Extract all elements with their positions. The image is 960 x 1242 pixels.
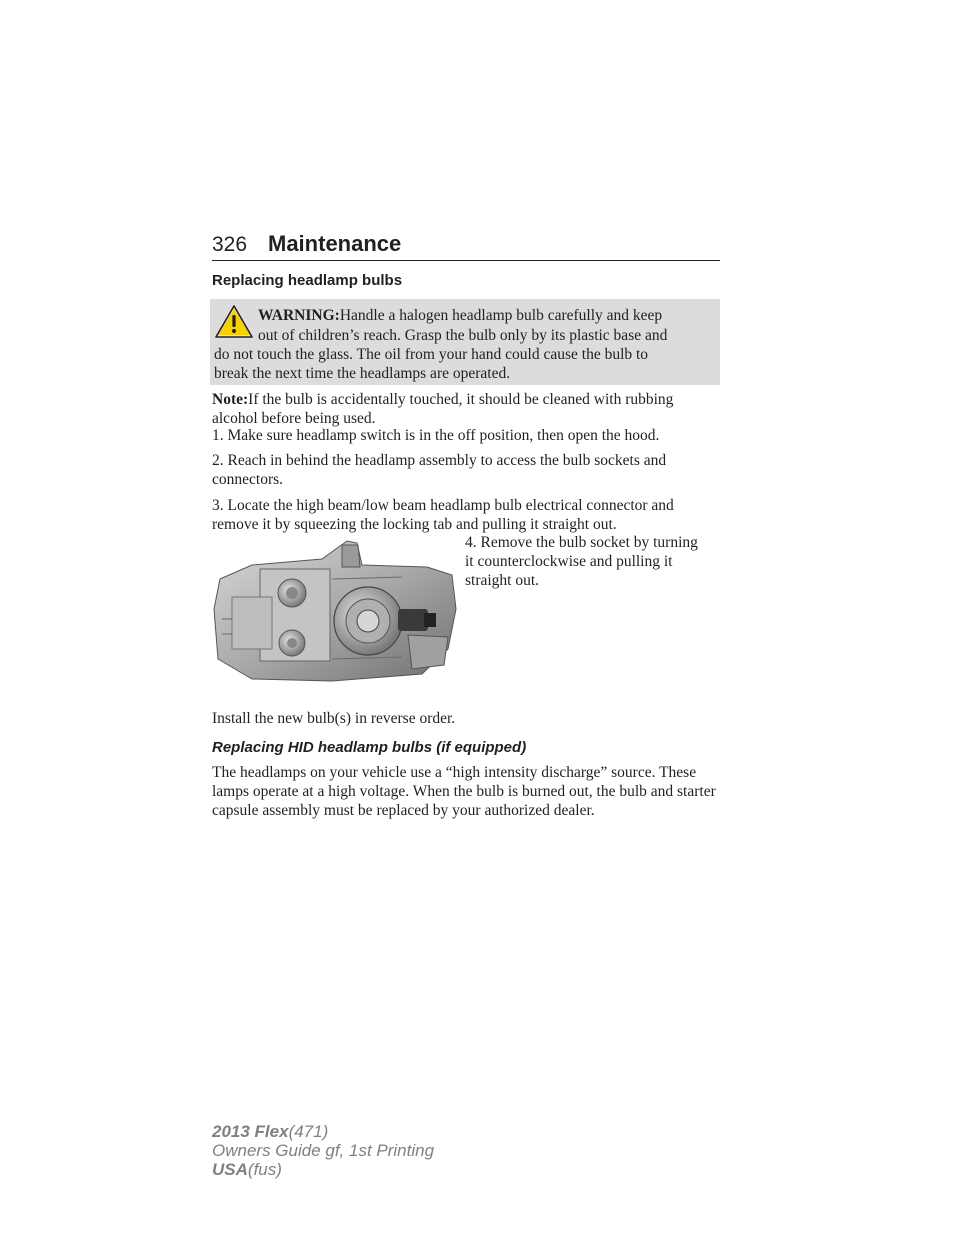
step-2: 2. Reach in behind the headlamp assembly to access the bulb sockets and connectors. xyxy=(212,452,667,488)
note-text: If the bulb is accidentally touched, it should be cleaned with rubbing alcohol before being used. xyxy=(212,391,674,427)
section-heading: Replacing headlamp bulbs xyxy=(212,272,403,289)
warning-line-1: WARNING:Handle a halogen headlamp bulb carefully and keep xyxy=(258,307,663,324)
warning-line-2: out of children’s reach. Grasp the bulb only by its plastic base and xyxy=(258,327,668,344)
install-text: Install the new bulb(s) in reverse order. xyxy=(212,710,456,727)
page-number: 326 xyxy=(212,233,248,256)
footer-line-3: USA(fus) xyxy=(212,1160,282,1179)
note-label: Note: xyxy=(212,391,249,408)
warning-label: WARNING: xyxy=(258,307,340,324)
warning-triangle-icon xyxy=(214,304,254,340)
step-3: 3. Locate the high beam/low beam headlamp bulb electrical connector and remove it by squeezing the locking tab and pulling it straight out. xyxy=(212,497,674,533)
step-4: 4. Remove the bulb socket by turning it counterclockwise and pulling it straight out. xyxy=(465,534,698,589)
warning-line-4: break the next time the headlamps are operated. xyxy=(214,365,511,382)
hid-text: The headlamps on your vehicle use a “high intensity discharge” source. These lamps operate at a high voltage. When the bulb is burned out, the bulb and starter capsule assembly must be replaced by your authorized dealer. xyxy=(212,764,716,819)
hid-heading: Replacing HID headlamp bulbs (if equipped) xyxy=(212,739,527,756)
note-paragraph xyxy=(212,390,722,428)
footer-line-1: 2013 Flex(471) xyxy=(212,1122,329,1141)
footer-line-2: Owners Guide gf, 1st Printing xyxy=(212,1141,435,1160)
warning-line-3: do not touch the glass. The oil from your hand could cause the bulb to xyxy=(214,346,649,363)
header-divider xyxy=(212,260,720,261)
chapter-title: Maintenance xyxy=(268,231,402,256)
step-1: 1. Make sure headlamp switch is in the off position, then open the hood. xyxy=(212,427,660,444)
headlamp-assembly-figure xyxy=(212,539,458,689)
